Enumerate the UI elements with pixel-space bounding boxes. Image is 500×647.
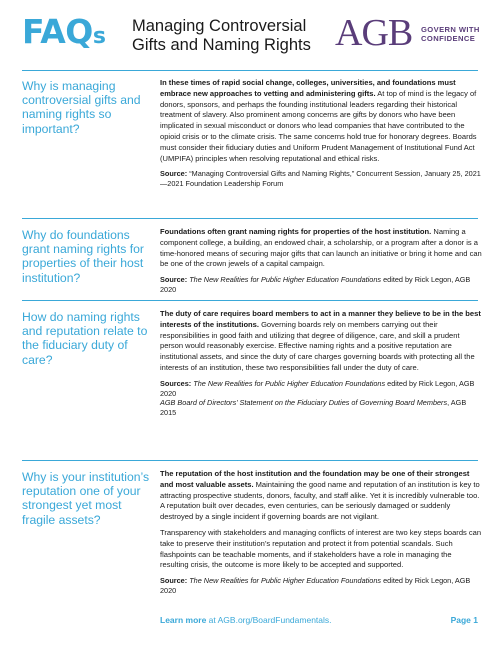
answer-3-text: Governing boards rely on members carrying out their responsibilities in good faith and utilizing that degree of diligence, care, and skill a prudent person would reasonably exercise. Effective naming rights and a positive reputation are institutional assets, and since the duty of care charges governing boards with protecting all the interests of an institution, these two responsibilities fall under the duty of care. — [160, 319, 475, 372]
divider — [22, 70, 478, 71]
title-line-1: Managing Controversial — [132, 17, 307, 35]
source-title: The New Realities for Public Higher Education Foundations — [189, 275, 382, 285]
answer-4-source — [160, 576, 482, 596]
faqs-logo — [22, 14, 105, 55]
source-rest: edited by Rick Legon, AGB 2020 — [160, 378, 475, 398]
agb-letters: AGB — [335, 12, 413, 54]
answer-1-body — [160, 78, 482, 164]
learn-more-label: Learn more — [160, 615, 207, 625]
question-1: Why is managing controversial gifts and naming rights so important? — [22, 79, 141, 136]
answer-3 — [160, 309, 482, 423]
source-label: Sources: — [160, 378, 192, 388]
source-rest: edited by Rick Legon, AGB 2020 — [160, 275, 471, 294]
page-number: Page 1 — [450, 615, 478, 625]
source-2-title: AGB Board of Directors’ Statement on the Fiduciary Duties of Governing Board Members — [160, 398, 448, 408]
footer — [160, 615, 478, 625]
answer-2 — [160, 227, 482, 300]
faq-sub: s — [92, 24, 106, 49]
agb-tagline — [421, 25, 480, 43]
answer-3-body — [160, 309, 482, 374]
agb-tagline-line-2: CONFIDENCE — [421, 34, 476, 43]
answer-1-text: At top of mind is the legacy of donors, sponsors, and perhaps the founding institutional leaders regarding their historical treatment of slavery. Also prominent among concerns are gifts by donors who have been implicated in sexual misconduct or donors who lead companies that have contributed to the opioid crisis or to the climate crisis. The same concerns hold true for honorary degrees. Boards must consider their fiduciary duties and Uniform Prudent Management of Institutional Fund Act (UMPIFA) principles when resolving reputational and ethical risks. — [160, 88, 477, 163]
divider — [22, 460, 478, 461]
source-title: The New Realities for Public Higher Education Foundations — [193, 378, 386, 388]
answer-1 — [160, 78, 482, 194]
answer-2-lead: Foundations often grant naming rights for properties of the host institution. — [160, 227, 432, 236]
header — [0, 0, 500, 68]
answer-4-text: Maintaining the good name and reputation of an institution is key to attracting prospective students, donors, faculty, and staff alike. Yet it is incredibly vulnerable too. A reputation built over decades, even centuries, can be seriously damaged or suddenly destroyed by a single incident if governing boards are not vigilant. — [160, 479, 480, 522]
answer-3-lead: The duty of care requires board members to act in a manner they believe to be in the best interests of the institutions. — [160, 309, 481, 329]
answer-4-body-2: Transparency with stakeholders and managing conflicts of interest are two key steps boards can take to preserve their institution’s reputation and protect it from potential scandals. Such flashpoints can be teachable moments, and if stakeholders have a role in managing the resulting crisis, the outcome is more likely to be accepted and supported. — [160, 527, 482, 570]
answer-1-lead: In these times of rapid social change, colleges, universities, and foundations must embrace new approaches to vetting and administering gifts. — [160, 78, 456, 98]
source-rest: edited by Rick Legon, AGB 2020 — [160, 576, 471, 595]
divider — [22, 300, 478, 301]
question-4: Why is your institution’s reputation one of your strongest yet most fragile assets? — [22, 470, 150, 527]
source-title: The New Realities for Public Higher Education Foundations — [189, 576, 382, 586]
answer-3-source — [160, 379, 482, 418]
source-label: Source: — [160, 275, 188, 285]
answer-4 — [160, 469, 482, 601]
source-text: “Managing Controversial Gifts and Naming Rights,” Concurrent Session, January 25, 2021—2021 Foundation Leadership Forum — [160, 169, 481, 189]
divider — [22, 218, 478, 219]
agb-tagline-line-1: GOVERN WITH — [421, 25, 480, 34]
answer-1-source — [160, 169, 482, 189]
answer-4-body — [160, 469, 482, 523]
title-line-2: Gifts and Naming Rights — [132, 36, 311, 54]
agb-logo — [335, 12, 485, 54]
source-2-rest: , AGB 2015 — [160, 398, 467, 418]
answer-4-lead: The reputation of the host institution and the foundation may be one of their strongest and most valuable assets. — [160, 469, 470, 489]
source-label: Source: — [160, 169, 188, 179]
answer-2-source — [160, 275, 482, 295]
question-3: How do naming rights and reputation relate to the fiduciary duty of care? — [22, 310, 148, 367]
board-fundamentals-link[interactable]: AGB.org/BoardFundamentals. — [217, 615, 332, 625]
question-2: Why do foundations grant naming rights for properties of their host institution? — [22, 228, 144, 285]
answer-2-text: Naming a component college, a building, an endowed chair, a scholarship, or a program after a donor is a time-honored means of securing major gifts that can launch an initiative or bring it home and can be one of the crown jewels of a capital campaign. — [160, 227, 482, 269]
footer-at: at — [206, 615, 218, 625]
faq-main: FAQ — [22, 12, 93, 51]
document-title — [132, 17, 311, 55]
answer-2-body — [160, 227, 482, 270]
source-label: Source: — [160, 576, 188, 586]
